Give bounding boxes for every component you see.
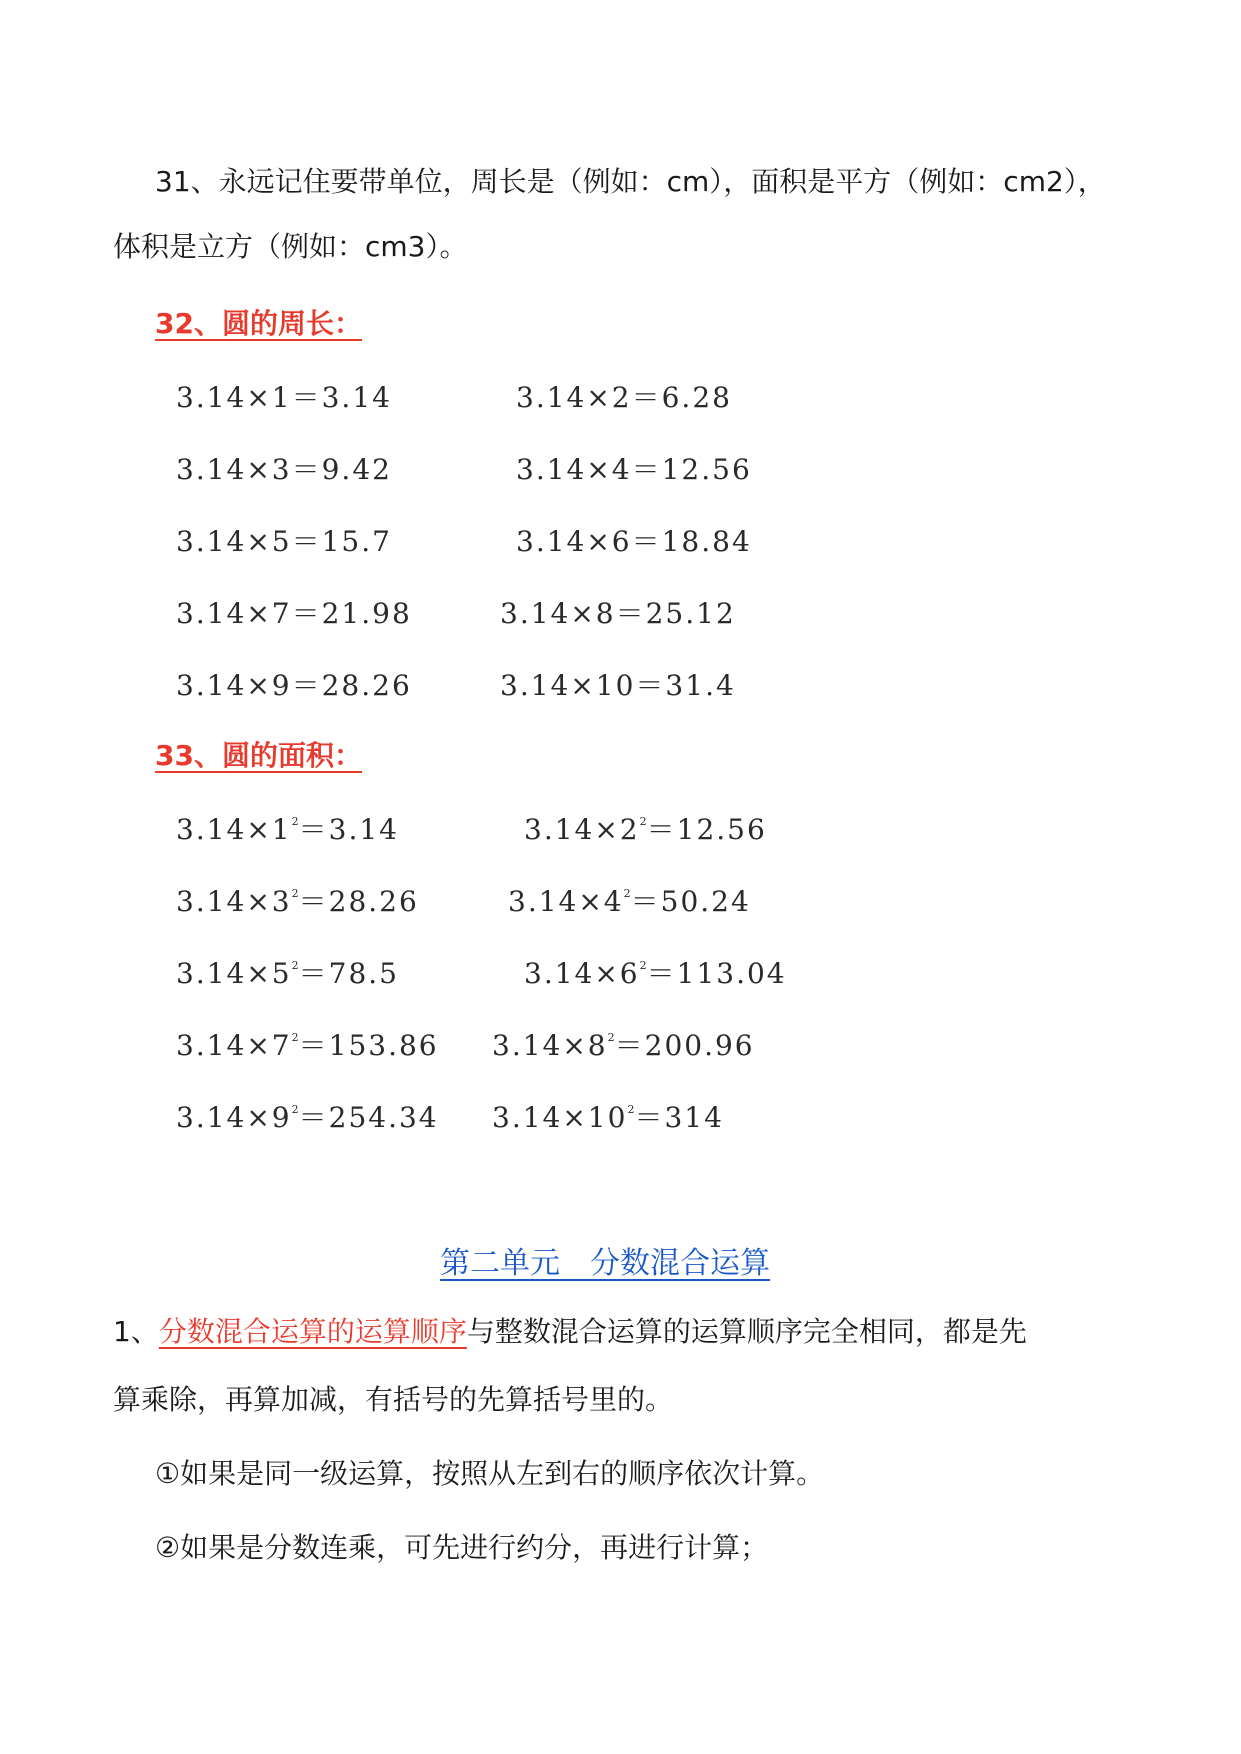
- area-formula-result: ＝78.5: [298, 957, 399, 990]
- area-formula-result: ＝50.24: [630, 885, 751, 918]
- area-row-2-left: [176, 880, 419, 920]
- area-formula-result: ＝113.04: [646, 957, 787, 990]
- area-formula-base: 3.14×7: [176, 1029, 292, 1062]
- item33-heading: 33、圆的面积：: [155, 739, 362, 772]
- area-formula-result: ＝3.14: [298, 813, 399, 846]
- circumference-row-5-left: 3.14×9＝28.26: [176, 669, 412, 702]
- area-formula-base: 3.14×6: [524, 957, 640, 990]
- area-formula-base: 3.14×10: [492, 1101, 628, 1134]
- area-formula-result: ＝314: [634, 1101, 724, 1134]
- circumference-row-5-right: 3.14×10＝31.4: [500, 669, 736, 702]
- area-formula-base: 3.14×4: [508, 885, 624, 918]
- exponent: 2: [607, 1031, 615, 1044]
- item31-line2: 体积是立方（例如：cm3）。: [113, 230, 468, 263]
- paragraph-text: 与整数混合运算的运算顺序完全相同，都是先: [466, 1315, 1027, 1348]
- area-row-4-right: [492, 1024, 755, 1064]
- circumference-row-2-right: 3.14×4＝12.56: [516, 453, 752, 486]
- exponent: 2: [291, 1103, 299, 1116]
- paragraph-number: 1、: [113, 1315, 159, 1348]
- area-formula-base: 3.14×1: [176, 813, 292, 846]
- exponent: 2: [639, 959, 647, 972]
- exponent: 2: [291, 959, 299, 972]
- circumference-row-3-right: 3.14×6＝18.84: [516, 525, 752, 558]
- item32-heading: 32、圆的周长：: [155, 307, 362, 340]
- circumference-row-1-left: 3.14×1＝3.14: [176, 381, 392, 414]
- area-formula-result: ＝12.56: [646, 813, 767, 846]
- area-formula-result: ＝153.86: [298, 1029, 439, 1062]
- circumference-row-4-left: 3.14×7＝21.98: [176, 597, 412, 630]
- area-formula-result: ＝254.34: [298, 1101, 439, 1134]
- exponent: 2: [291, 815, 299, 828]
- area-row-1-right: [524, 808, 767, 848]
- area-row-4-left: [176, 1024, 439, 1064]
- area-formula-base: 3.14×3: [176, 885, 292, 918]
- circumference-row-4-right: 3.14×8＝25.12: [500, 597, 736, 630]
- area-row-1-left: [176, 808, 399, 848]
- area-formula-result: ＝28.26: [298, 885, 419, 918]
- rule-2: ②如果是分数连乘，可先进行约分，再进行计算；: [155, 1531, 769, 1564]
- exponent: 2: [291, 1031, 299, 1044]
- exponent: 2: [623, 887, 631, 900]
- circumference-row-2-left: 3.14×3＝9.42: [176, 453, 392, 486]
- exponent: 2: [291, 887, 299, 900]
- unit2-paragraph1-line2: 算乘除，再算加减，有括号的先算括号里的。: [113, 1383, 674, 1416]
- rule-1: ①如果是同一级运算，按照从左到右的顺序依次计算。: [155, 1457, 825, 1490]
- exponent: 2: [639, 815, 647, 828]
- highlight-phrase: 分数混合运算的运算顺序: [158, 1315, 467, 1348]
- area-formula-result: ＝200.96: [614, 1029, 755, 1062]
- circumference-row-3-left: 3.14×5＝15.7: [176, 525, 392, 558]
- area-row-5-right: [492, 1096, 724, 1136]
- area-formula-base: 3.14×9: [176, 1101, 292, 1134]
- unit2-title: 第二单元 分数混合运算: [440, 1246, 770, 1281]
- circumference-row-1-right: 3.14×2＝6.28: [516, 381, 732, 414]
- area-formula-base: 3.14×5: [176, 957, 292, 990]
- area-row-3-right: [524, 952, 787, 992]
- unit2-paragraph1-line1: [113, 1310, 1027, 1350]
- exponent: 2: [627, 1103, 635, 1116]
- area-row-5-left: [176, 1096, 439, 1136]
- area-row-3-left: [176, 952, 399, 992]
- area-row-2-right: [508, 880, 751, 920]
- item31-line1: 31、永远记住要带单位，周长是（例如：cm），面积是平方（例如：cm2），: [155, 165, 1106, 198]
- area-formula-base: 3.14×8: [492, 1029, 608, 1062]
- area-formula-base: 3.14×2: [524, 813, 640, 846]
